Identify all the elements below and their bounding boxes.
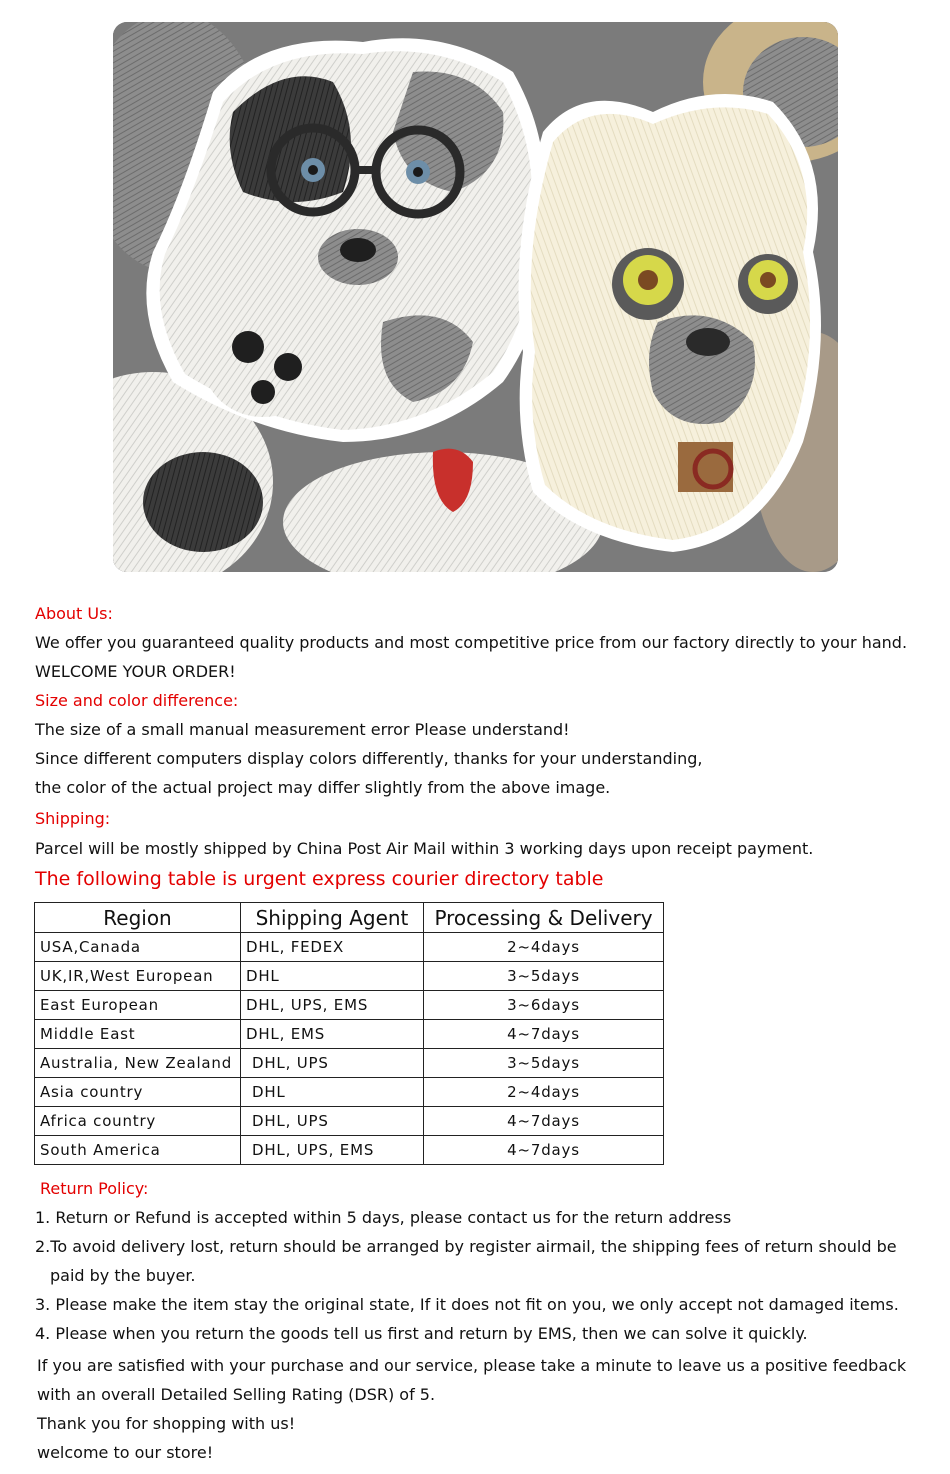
- cell-region: East European: [35, 991, 241, 1020]
- cell-agent: DHL, EMS: [241, 1020, 424, 1049]
- closing-line-3: Thank you for shopping with us!: [37, 1414, 296, 1433]
- cell-delivery: 4~7days: [424, 1136, 664, 1165]
- cell-region: Australia, New Zealand: [35, 1049, 241, 1078]
- cell-agent: DHL: [241, 962, 424, 991]
- table-title: The following table is urgent express courier directory table: [35, 868, 604, 890]
- table-row: [35, 933, 664, 962]
- about-heading: About Us:: [35, 604, 113, 623]
- closing-line-2: with an overall Detailed Selling Rating (DSR) of 5.: [37, 1385, 436, 1404]
- cell-agent: DHL, UPS: [241, 1049, 424, 1078]
- cell-agent: DHL, UPS: [241, 1107, 424, 1136]
- cell-agent: DHL: [241, 1078, 424, 1107]
- size-heading: Size and color difference:: [35, 691, 239, 710]
- cell-region: USA,Canada: [35, 933, 241, 962]
- return-heading: Return Policy:: [40, 1179, 149, 1198]
- cell-delivery: 4~7days: [424, 1020, 664, 1049]
- cell-region: South America: [35, 1136, 241, 1165]
- cell-region: Middle East: [35, 1020, 241, 1049]
- cell-region: Africa country: [35, 1107, 241, 1136]
- shipping-line-1: Parcel will be mostly shipped by China Post Air Mail within 3 working days upon receipt payment.: [35, 839, 814, 858]
- cell-delivery: 3~6days: [424, 991, 664, 1020]
- cell-delivery: 4~7days: [424, 1107, 664, 1136]
- table-row: [35, 1078, 664, 1107]
- table-row: [35, 1020, 664, 1049]
- cell-agent: DHL, FEDEX: [241, 933, 424, 962]
- return-item-2-cont: paid by the buyer.: [50, 1266, 196, 1285]
- table-row: [35, 962, 664, 991]
- header-agent: Shipping Agent: [241, 903, 424, 933]
- table-row: [35, 1049, 664, 1078]
- table-row: [35, 1107, 664, 1136]
- return-item-1: 1. Return or Refund is accepted within 5 days, please contact us for the return address: [35, 1208, 732, 1227]
- return-item-2: 2.To avoid delivery lost, return should be arranged by register airmail, the shipping fees of return should be: [35, 1237, 897, 1256]
- return-item-3: 3. Please make the item stay the original state, If it does not fit on you, we only accept not damaged items.: [35, 1295, 899, 1314]
- cell-region: Asia country: [35, 1078, 241, 1107]
- shipping-heading: Shipping:: [35, 809, 111, 828]
- size-line-3: the color of the actual project may differ slightly from the above image.: [35, 778, 611, 797]
- closing-line-1: If you are satisfied with your purchase and our service, please take a minute to leave us a positive feedback: [37, 1356, 907, 1375]
- cell-agent: DHL, UPS, EMS: [241, 1136, 424, 1165]
- table-header-row: [35, 903, 664, 933]
- closing-line-4: welcome to our store!: [37, 1443, 214, 1462]
- size-line-2: Since different computers display colors differently, thanks for your understanding,: [35, 749, 703, 768]
- table-row: [35, 1136, 664, 1165]
- cell-delivery: 2~4days: [424, 933, 664, 962]
- cell-delivery: 3~5days: [424, 1049, 664, 1078]
- cell-delivery: 3~5days: [424, 962, 664, 991]
- table-row: [35, 991, 664, 1020]
- about-line-1: We offer you guaranteed quality products and most competitive price from our factory directly to your hand.: [35, 633, 908, 652]
- cell-agent: DHL, UPS, EMS: [241, 991, 424, 1020]
- size-line-1: The size of a small manual measurement error Please understand!: [35, 720, 570, 739]
- return-item-4: 4. Please when you return the goods tell us first and return by EMS, then we can solve it quickly.: [35, 1324, 808, 1343]
- courier-table: [34, 902, 664, 1165]
- cell-region: UK,IR,West European: [35, 962, 241, 991]
- cell-delivery: 2~4days: [424, 1078, 664, 1107]
- product-photo: [113, 22, 838, 572]
- header-region: Region: [35, 903, 241, 933]
- about-line-2: WELCOME YOUR ORDER!: [35, 662, 236, 681]
- header-delivery: Processing & Delivery: [424, 903, 664, 933]
